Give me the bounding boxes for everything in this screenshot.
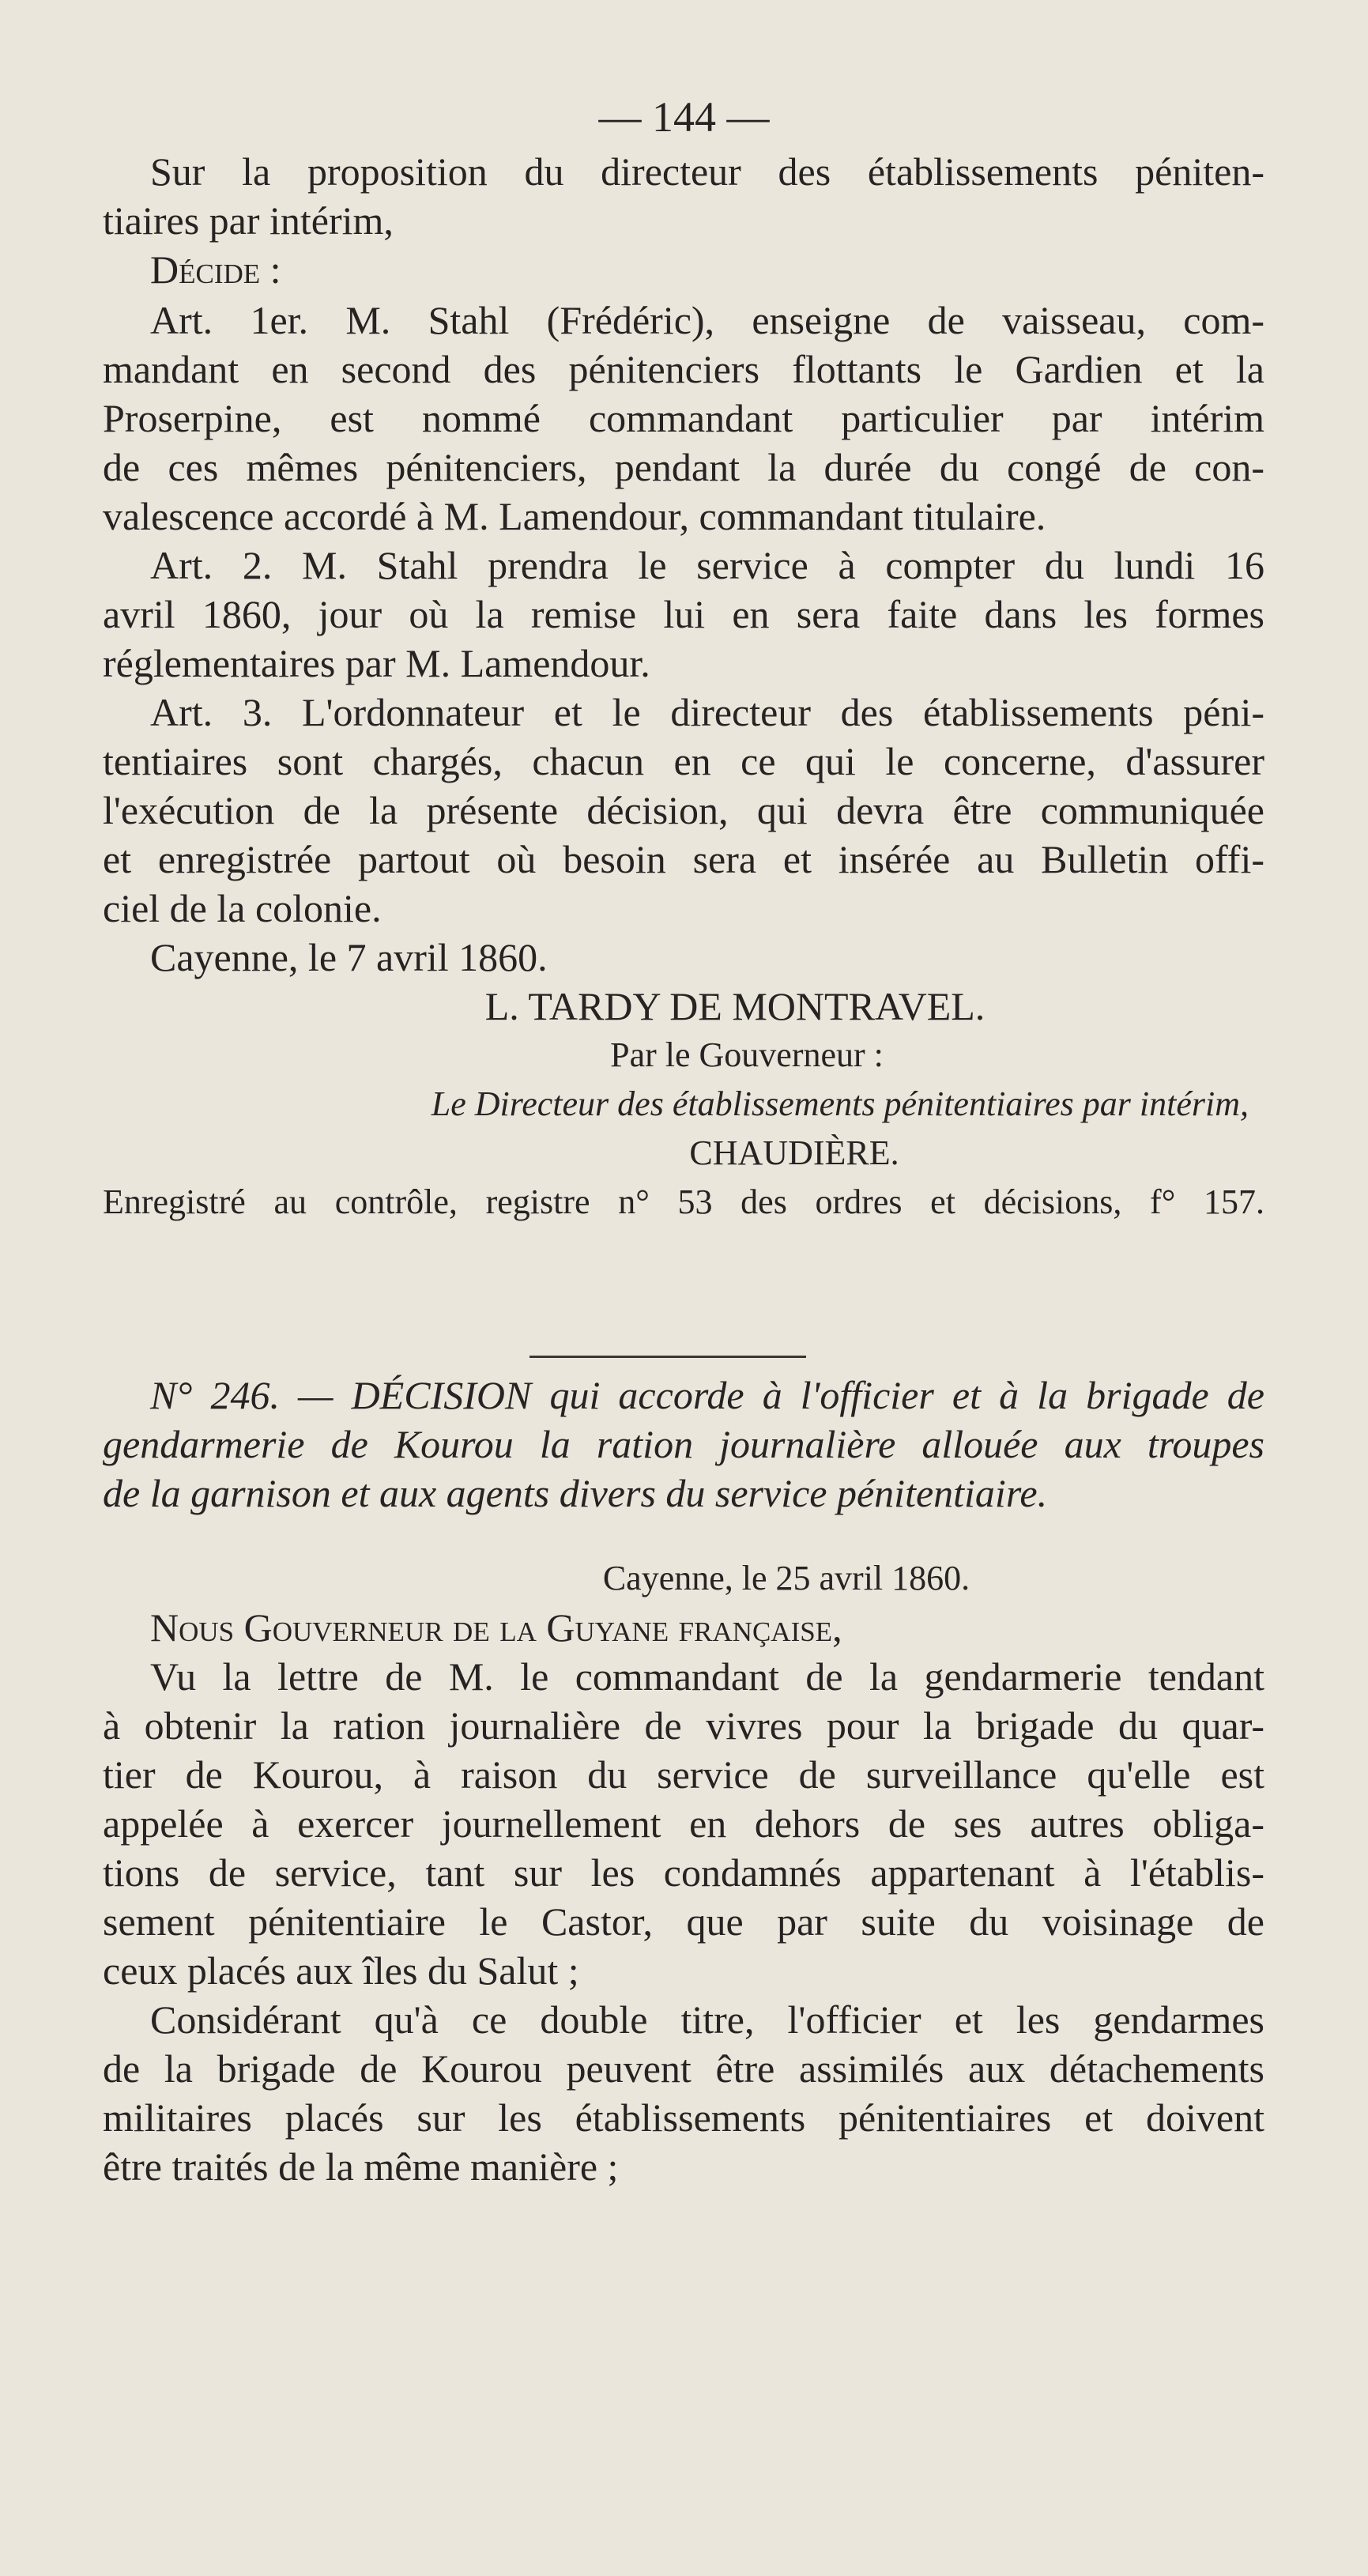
text-line: Vu la lettre de M. le commandant de la gendarmerie tendant	[150, 1654, 1264, 1699]
registration-line: Enregistré au contrôle, registre n° 53 des ordres et décisions, f° 157.	[103, 1182, 1264, 1221]
text-line: Art. 1er. M. Stahl (Frédéric), enseigne de vaisseau, com-	[150, 298, 1264, 342]
section-2-body	[103, 1554, 1264, 2191]
text-line: appelée à exercer journellement en dehors de ses autres obliga-	[103, 1801, 1264, 1846]
text-line: et enregistrée partout où besoin sera et insérée au Bulletin offi-	[103, 837, 1264, 881]
text-line: valescence accordé à M. Lamendour, commandant titulaire.	[103, 494, 1046, 538]
text-line: mandant en second des pénitenciers flottants le Gardien et la	[103, 347, 1264, 391]
text-line: l'exécution de la présente décision, qui devra être communiquée	[103, 788, 1264, 832]
section-divider	[529, 1356, 806, 1358]
directeur-title: Le Directeur des établissements pénitentiaires par intérim,	[431, 1084, 1249, 1123]
text-line: tier de Kourou, à raison du service de surveillance qu'elle est	[103, 1752, 1264, 1797]
article-3	[103, 688, 1264, 933]
text-line: tions de service, tant sur les condamnés appartenant à l'établis-	[103, 1850, 1264, 1895]
signatory-name: L. TARDY DE MONTRAVEL.	[484, 984, 985, 1028]
heading-line: de la garnison et aux agents divers du service pénitentiaire.	[103, 1471, 1048, 1515]
text-line: avril 1860, jour où la remise lui en sera faite dans les formes	[103, 592, 1264, 636]
decision-heading	[103, 1371, 1264, 1518]
text-line: Art. 2. M. Stahl prendra le service à compter du lundi 16	[150, 543, 1264, 587]
text-line: Sur la proposition du directeur des établissements péniten-	[150, 149, 1264, 194]
text-line: être traités de la même manière ;	[103, 2144, 619, 2189]
decide-heading: Décide :	[150, 247, 281, 292]
signature-block	[103, 933, 1264, 1227]
heading-line: gendarmerie de Kourou la ration journalière allouée aux troupes	[103, 1422, 1264, 1466]
text-line: sement pénitentiaire le Castor, que par suite du voisinage de	[103, 1899, 1264, 1944]
article-1	[103, 296, 1264, 541]
text-line: Art. 3. L'ordonnateur et le directeur des établissements péni-	[150, 690, 1264, 734]
text-line: de la brigade de Kourou peuvent être assimilés aux détachements	[103, 2046, 1264, 2091]
text-line: Proserpine, est nommé commandant particulier par intérim	[103, 396, 1264, 440]
text-line: ceux placés aux îles du Salut ;	[103, 1948, 579, 1993]
text-line: réglementaires par M. Lamendour.	[103, 641, 650, 685]
text-line: de ces mêmes pénitenciers, pendant la durée du congé de con-	[103, 445, 1264, 489]
heading-line: N° 246. — DÉCISION qui accorde à l'officier et à la brigade de	[150, 1373, 1264, 1417]
text-line: Considérant qu'à ce double titre, l'officier et les gendarmes	[150, 1997, 1264, 2042]
directeur-name: CHAUDIÈRE.	[689, 1133, 899, 1172]
date-line: Cayenne, le 25 avril 1860.	[602, 1559, 970, 1597]
text-line: à obtenir la ration journalière de vivres pour la brigade du quar-	[103, 1703, 1264, 1748]
nous-line: Nous Gouverneur de la Guyane française,	[150, 1605, 842, 1650]
text-line: tentiaires sont chargés, chacun en ce qui le concerne, d'assurer	[103, 739, 1264, 783]
date-line: Cayenne, le 7 avril 1860.	[150, 935, 548, 979]
page-number: — 144 —	[598, 93, 770, 141]
section-1-intro	[103, 147, 1264, 294]
text-line: ciel de la colonie.	[103, 886, 382, 930]
text-line: tiaires par intérim,	[103, 198, 394, 243]
par-le-gouverneur: Par le Gouverneur :	[610, 1035, 884, 1074]
text-line: militaires placés sur les établissements pénitentiaires et doivent	[103, 2095, 1264, 2140]
article-2	[103, 541, 1264, 688]
